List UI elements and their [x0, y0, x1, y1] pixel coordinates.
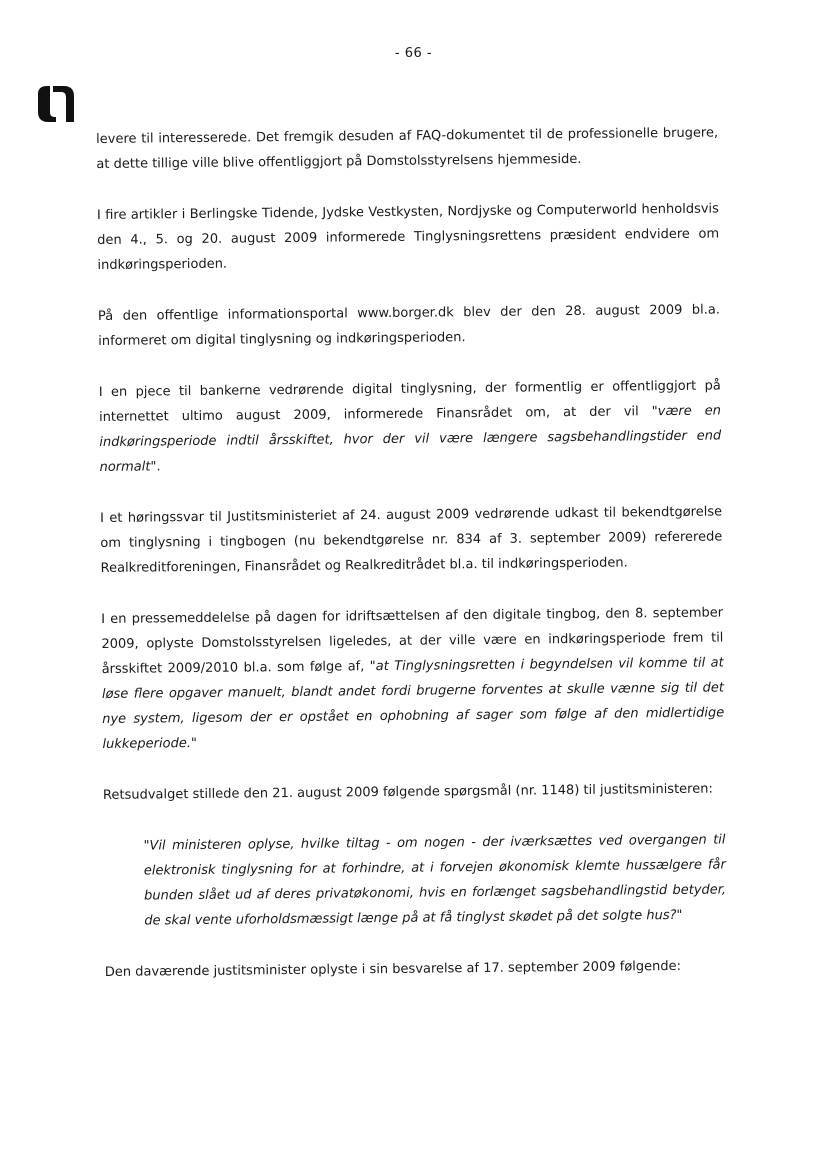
- paragraph-6: [101, 600, 725, 757]
- document-body: [96, 120, 727, 1010]
- paragraph-6-text: I en pressemeddelelse på dagen for idriftsættelsen af den digitale tingbog, den 8. september 2009, oplyste Domstolsstyrelsen ligeledes, at der ville være en indkøringsperiode frem til årsskiftet 2009/2010 bl.a. som følge af, ": [101, 605, 724, 677]
- paragraph-4-text: I en pjece til bankerne vedrørende digital tinglysning, der formentlig er offentliggjort på internettet ultimo august 2009, informerede Finansrådet om, at der vil ": [98, 378, 721, 425]
- paragraph-5: I et høringssvar til Justitsministeriet af 24. august 2009 vedrørende udkast til bekendtgørelse om tinglysning i tingbogen (nu bekendtgørelse nr. 834 af 3. september 2009) refererede Realkreditforeningen, Finansrådet og Realkreditrådet bl.a. til indkøringsperioden.: [100, 504, 723, 576]
- paragraph-1: levere til interesserede. Det fremgik desuden af FAQ-dokumentet til de professionelle brugere, at dette tillige ville blive offentliggjort på Domstolsstyrelsens hjemmeside.: [96, 125, 719, 172]
- question-close-quote: ": [676, 907, 683, 923]
- paragraph-6-end: ": [190, 735, 197, 752]
- question-open-quote: ": [143, 838, 150, 854]
- paragraph-3: På den offentlige informationsportal www.borger.dk blev der den 28. august 2009 bl.a. informeret om digital tinglysning og indkøringsperioden.: [97, 302, 721, 349]
- question-blockquote: [143, 827, 726, 933]
- paragraph-8: Den daværende justitsminister oplyste i sin besvarelse af 17. september 2009 følgende:: [104, 958, 682, 980]
- paragraph-4: [99, 373, 722, 480]
- paragraph-6-quote: at Tinglysningsretten i begyndelsen vil komme til at løse flere opgaver manuelt, blandt andet fordi brugerne forventes at skulle vænne sig til det nye system, ligesom der er opstået en ophobning af sager som følge af den midlertidige lukkeperiode.: [101, 655, 725, 752]
- page-number: - 66 -: [394, 46, 433, 61]
- paragraph-4-end: ".: [150, 459, 161, 475]
- authority-logo-icon: [34, 84, 78, 124]
- paragraph-7: Retsudvalget stillede den 21. august 2009 følgende spørgsmål (nr. 1148) til justitsministeren:: [102, 781, 713, 803]
- paragraph-2: I fire artikler i Berlingske Tidende, Jydske Vestkysten, Nordjyske og Computerworld henholdsvis den 4., 5. og 20. august 2009 informerede Tinglysningsrettens præsident endvidere om indkøringsperioden.: [96, 201, 720, 273]
- paragraph-4-quote: være en indkøringsperiode indtil årsskiftet, hvor der vil være længere sagsbehandlingstider end normalt: [99, 403, 722, 475]
- question-text: Vil ministeren oplyse, hvilke tiltag - om nogen - der iværksættes ved overgangen til elektronisk tinglysning for at forhindre, at i forvejen økonomisk klemte hussælgere får bunden slået ud af deres privatøkonomi, hvis en forlænget sagsbehandlingstid betyder, de skal vente uforholdsmæssigt længe på at få tinglyst skødet på det solgte hus?: [143, 832, 727, 929]
